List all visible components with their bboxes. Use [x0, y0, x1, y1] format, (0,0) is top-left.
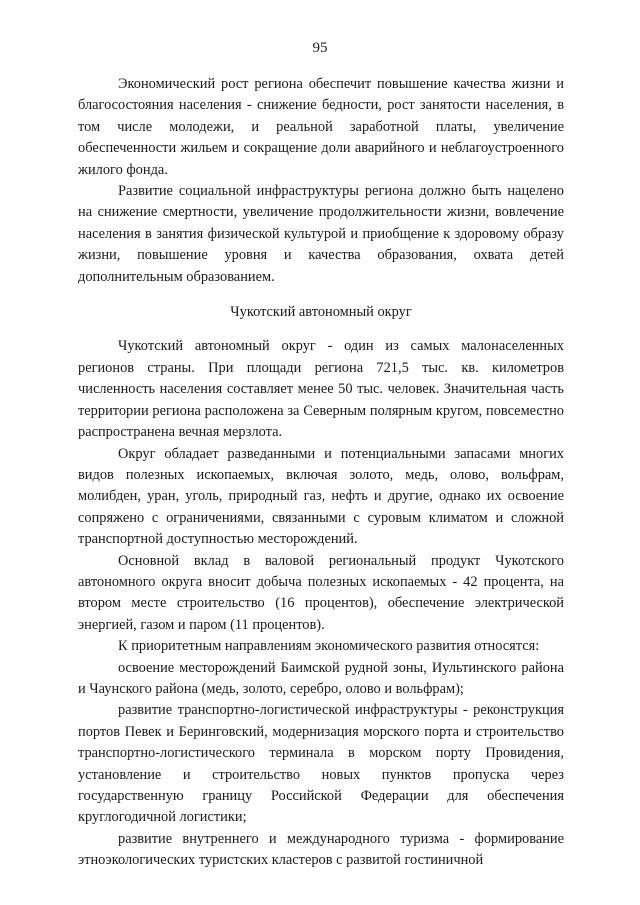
section-heading: Чукотский автономный округ [230, 304, 412, 321]
paragraph-social-infrastructure: Развитие социальной инфраструктуры региона должно быть нацелено на снижение смертности, увеличение продолжительности жизни, вовлечение населения в занятия физической культурой и приобщение к здоровому образу жизни, повышение уровня и качества образования, охвата детей дополнительным образованием. [78, 183, 564, 285]
paragraph-priorities-intro: К приоритетным направлениям экономического развития относятся: [118, 638, 540, 655]
list-item-transport: развитие транспортно-логистической инфраструктуры - реконструкция портов Певек и Беринговский, модернизация морского порта и строительство транспортно-логистического терминала в морском порту Провидения, установление и строительство новых пунктов пропуска через государственную границу Российской Федерации для обеспечения круглогодичной логистики; [78, 702, 564, 826]
list-item-deposits: освоение месторождений Баимской рудной зоны, Иультинского района и Чаунского района (медь, золото, серебро, олово и вольфрам); [78, 659, 564, 697]
paragraph-region-overview: Чукотский автономный округ - один из самых малонаселенных регионов страны. При площади региона 721,5 тыс. кв. километров численность населения составляет менее 50 тыс. человек. Значительная часть территории региона расположена за Северным полярным кругом, повсеместно распространена вечная мерзлота. [78, 338, 564, 441]
page-number: 95 [312, 40, 328, 56]
paragraph-economic-growth: Экономический рост региона обеспечит повышение качества жизни и благосостояния населения - снижение бедности, рост занятости населения, в том числе молодежи, и реальной заработной платы, увеличение обеспеченности жильем и сокращение доли аварийного и неблагоустроенного жилого фонда. [78, 76, 564, 178]
paragraph-mineral-resources: Округ обладает разведанными и потенциальными запасами многих видов полезных ископаемых, включая золото, медь, олово, вольфрам, молибден, уран, уголь, природный газ, нефть и другие, однако их освоение сопряжено с ограничениями, связанными с суровым климатом и сложной транспортной доступностью месторождений. [78, 445, 564, 548]
page-content [78, 74, 564, 872]
list-item-tourism: развитие внутреннего и международного туризма - формирование этноэкологических туристских кластеров с развитой гостиничной [78, 830, 564, 869]
paragraph-grp-contribution: Основной вклад в валовой региональный продукт Чукотского автономного округа вносит добыча полезных ископаемых - 42 процента, на втором месте строительство (16 процентов), обеспечение электрической энергией, газом и паром (11 процентов). [78, 552, 564, 633]
